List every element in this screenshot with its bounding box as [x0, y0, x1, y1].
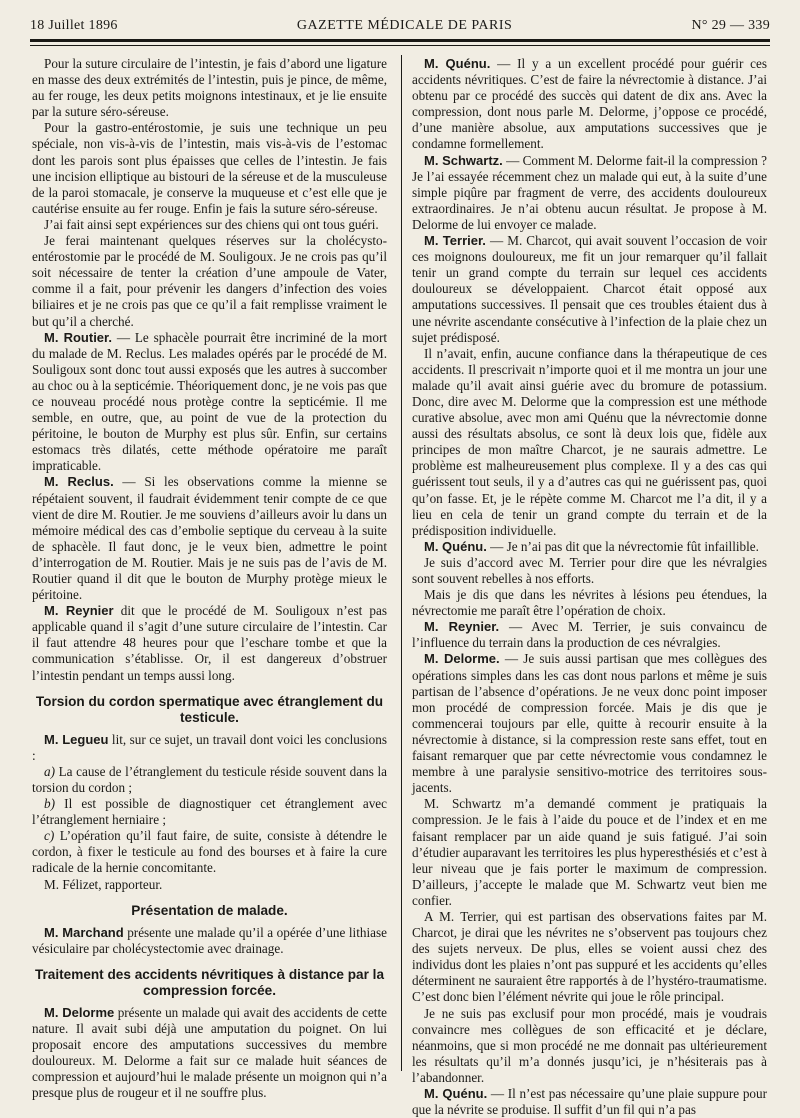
speech-schwartz: [412, 153, 767, 233]
speech-text: — Le sphacèle pourrait être incriminé de la mort du malade de M. Reclus. Les malades opérés par le procédé de M. Souligoux sont donc tout aussi exposés que les autres à succomber au choc ou à la septicémie. Théoriquement donc, je ne vois pas que ce nouveau procédé nous protège contre la septicémie. Il me semble, en outre, que, au point de vue de la protection du péritoine, le bouton de Murphy est plus sûr. Enfin, sur certains estomacs très dilatés, cette méthode opératoire me paraît impraticable.: [32, 329, 387, 474]
speech-text: — Comment M. Delorme fait-il la compression ? Je l’ai essayée récemment chez un malade qui eut, à la suite d’une simple piqûre par fragment de verre, des accidents douloureux extraordinaires. Je n’ai obtenu aucun résultat. Je propose à M. Delorme de lui envoyer ce malade.: [412, 152, 767, 232]
paragraph: Je ne suis pas exclusif pour mon procédé, mais je voudrais convaincre mes collègues de son efficacité et je déclare, néanmoins, que si mon procédé ne me donnait pas ultérieurement les résultats qu’il m’a donnés jusqu’ici, je n’hésiterais pas à l’abandonner.: [412, 1005, 767, 1085]
conclusion-a: [32, 764, 387, 796]
speech-text: — Je n’ai pas dit que la névrectomie fût infaillible.: [486, 538, 759, 554]
speech-text: — Je suis aussi partisan que mes collègues des opérations simples dans les cas dont nous parlons et même je suis partisan de l’absence d’opérations. Je ne veux donc point imposer mon procédé de compression forcée. Mais je dis que je commencerai toujours par elle, quitte à recourir ensuite à la névrectomie à distance, si la compression reste sans effet, tout en faisant remarquer que par cette névrectomie vous condamnez le membre à une paralysie sensitivo-motrice des territoires sous-jacents.: [412, 651, 768, 796]
speaker-name: M. Terrier.: [424, 233, 486, 249]
speech-text: lit, sur ce sujet, un travail dont voici les conclusions :: [32, 731, 388, 763]
issue-page-number: N° 29 — 339: [691, 18, 770, 33]
speech-terrier: [412, 233, 767, 346]
speech-routier: [32, 330, 387, 475]
left-column: [32, 56, 387, 1101]
section-heading: Traitement des accidents névritiques à distance par la compression forcée.: [34, 966, 385, 998]
conclusion-b: [32, 796, 387, 828]
list-text: Il est possible de diagnostiquer cet étranglement avec l’étranglement herniaire ;: [32, 796, 387, 828]
speech-quenu: [412, 539, 767, 555]
speaker-name: M. Schwartz.: [424, 152, 503, 168]
paragraph: M. Schwartz m’a demandé comment je pratiquais la compression. Je le fais à l’aide du pouce et de l’index et en me faisant remplacer par un aide quand je suis fatigué. J’ai soin d’étudier auparavant les territoires les plus hyperesthésiés et c’est à leur niveau que je fais porter le maximum de compression. D’ailleurs, j’accepte le malade que M. Schwartz veut bien me confier.: [412, 796, 767, 908]
speech-quenu: [412, 1086, 767, 1118]
list-text: La cause de l’étranglement du testicule réside souvent dans la torsion du cordon ;: [32, 763, 387, 795]
paragraph: Pour la suture circulaire de l’intestin, je fais d’abord une ligature en masse des deux extrémités de l’intestin, puis je pince, de même, au fer rouge, les deux petits moignons intestinaux, et je lie ensuite par la suture séro-séreuse.: [32, 56, 387, 120]
header-rule-thin: [30, 45, 770, 46]
speaker-name: M. Reynier: [44, 603, 114, 619]
speaker-name: M. Marchand: [44, 924, 124, 940]
speech-text: — Avec M. Terrier, je suis convaincu de l’influence du terrain dans la production de ces névralgies.: [412, 619, 767, 651]
speaker-name: M. Quénu.: [424, 1086, 488, 1101]
section-heading: Présentation de malade.: [131, 902, 288, 918]
issue-date: 18 Juillet 1896: [30, 18, 118, 33]
paragraph: Mais je dis que dans les névrites à lésions peu étendues, la névrectomie me paraît être l’opération de choix.: [412, 587, 767, 619]
journal-title: GAZETTE MÉDICALE DE PARIS: [296, 18, 513, 33]
right-column: [412, 56, 767, 1118]
paragraph: A M. Terrier, qui est partisan des observations faites par M. Charcot, je dirai que les névrites ne s’observent pas toujours chez des sujets nerveux. De plus, elles se voient aussi chez des individus dont les plaies n’ont pas suppuré et les accidents qu’elles déterminent ne sauraient être rapportés à de l’hystéro-traumatisme. C’est donc bien l’élément névrite qui joue le rôle principal.: [412, 908, 767, 1005]
header-rule-thick: [30, 39, 770, 42]
speech-reynier: [32, 603, 387, 683]
list-marker: a): [44, 763, 55, 779]
speech-text: — M. Charcot, qui avait souvent l’occasion de voir ces moignons douloureux, me fit un jour remarquer qu’il fallait tenir un grand compte du terrain sur lequel ces accidents douloureux se développaient. Charcot était opposé aux amputations successives. Il pensait que ces troubles étaient dus à une névrite ascendante consécutive à l’infection de la plaie chez un sujet prédisposé.: [412, 233, 767, 345]
speech-reclus: [32, 474, 387, 603]
list-text: L’opération qu’il faut faire, de suite, consiste à détendre le cordon, à fixer le testicule au fond des bourses et à faire la cure radicale de la hernie concomitante.: [32, 828, 387, 876]
speaker-name: M. Routier.: [44, 329, 112, 345]
paragraph: Pour la gastro-entérostomie, je suis une technique un peu spéciale, non vis-à-vis de l’intestin, mais vis-à-vis de l’estomac dont les parois sont plus épaisses que celles de l’intestin. Je fais une incision elliptique au bistouri de la séreuse et de la musculeuse de la paroi stomacale, je conserve la muqueuse et c’est elle que je cautérise ensuite au fer rouge. Enfin je fais la suture séro-séreuse.: [32, 120, 387, 216]
speech-marchand: [32, 925, 387, 957]
speech-text: présente un malade qui avait des accidents de cette nature. Il avait subi déjà une amputation du poignet. On lui proposait encore des amputations successives du membre douloureux. M. Delorme a fait sur ce malade huit séances de compression et aujourd’hui le malade présente un moignon qui n’a presque plus de rougeur et il ne souffre plus.: [32, 1004, 387, 1101]
speech-text: dit que le procédé de M. Souligoux n’est pas applicable quand il s’agit d’une suture circulaire de l’intestin. Car il faut attendre 48 heures pour que l’eschare tombe et que la communication s’établisse. Or, il est dangereux d’obstruer l’intestin pendant un temps aussi long.: [32, 603, 387, 683]
speaker-name: M. Quénu.: [424, 538, 487, 554]
paragraph: Je ferai maintenant quelques réserves sur la cholécysto-entérostomie par le procédé de M. Souligoux. Je ne crois pas qu’il soit nécessaire de tenter la création d’une ampoule de Vater, comme il a fait, pour prévenir les dangers d’infection des voies biliaires et je ne crois pas que ce qu’il a fait remplisse vraiment le but qu’il a cherché.: [32, 233, 387, 329]
speech-text: présente une malade qu’il a opérée d’une lithiase vésiculaire par cholécystectomie avec drainage.: [32, 924, 387, 956]
speech-text: — Il n’est pas nécessaire qu’une plaie suppure pour que la névrite se produise. Il suffit d’un fil qui n’a pas: [412, 1086, 767, 1118]
speech-text: — Si les observations comme la mienne se répétaient souvent, il faudrait évidemment tenir compte de ce que vient de dire M. Routier. Je me souviens d’ailleurs avoir lu dans un mémoire médical des cas d’embolie septique du cerveau à la suite de sphacèle. Il faut donc, je le veux bien, admettre le point d’interrogation de M. Routier. Mais je ne suis pas de l’avis de M. Routier quand il dit que le bouton de Murphy protège mieux le péritoine.: [32, 474, 387, 603]
speech-legueu: [32, 732, 387, 764]
list-marker: c): [44, 828, 55, 844]
speaker-name: M. Quénu.: [424, 56, 491, 71]
speech-quenu: [412, 56, 767, 153]
speaker-name: M. Delorme: [44, 1004, 115, 1020]
section-heading: Torsion du cordon spermatique avec étranglement du testicule.: [35, 693, 384, 725]
speaker-name: M. Delorme.: [424, 651, 500, 667]
speaker-name: M. Reclus.: [44, 474, 114, 490]
speech-reynier: [412, 619, 767, 651]
speaker-name: M. Legueu: [44, 731, 109, 747]
page-header: [30, 14, 770, 38]
paragraph: Je suis d’accord avec M. Terrier pour dire que les névralgies sont souvent rebelles à nos efforts.: [412, 554, 767, 586]
conclusion-c: [32, 828, 387, 876]
speech-text: — Il y a un excellent procédé pour guérir ces accidents névritiques. C’est de faire la névrectomie à distance. J’ai obtenu par ce procédé des succès qui datent de dix ans. Avec la compression, dont nous parle M. Delorme, j’oppose ce procédé, d’une manière absolue, aux amputations successives que je condamne formellement.: [412, 56, 767, 152]
rapporteur-line: M. Félizet, rapporteur.: [44, 876, 163, 892]
paragraph: J’ai fait ainsi sept expériences sur des chiens qui ont tous guéri.: [44, 216, 379, 232]
speaker-name: M. Reynier.: [424, 619, 500, 635]
speech-delorme: [32, 1005, 387, 1102]
paragraph: Il n’avait, enfin, aucune confiance dans la thérapeutique de ces accidents. Il prescrivait n’importe quoi et il me montra un jour une malade qu’il avait ainsi guérie avec du bromure de potassium. Donc, dire avec M. Delorme que la compression est une méthode curative absolue, avec mon ami Quénu que la névrectomie donne aussi des résultats absolus, ce sont là deux lois que, fidèle aux principes de mon maître Charcot, je ne saurais admettre. Le problème est malheureusement plus complexe. Il y a des cas qui guérissent tout seuls, il y a d’autres cas qui ne guérissent pas, quoi qu’on fasse. Et, je le répète comme M. Charcot me l’a dit, il y a lieu en cela de tenir un grand compte du terrain et de la prédisposition individuelle.: [412, 345, 767, 538]
column-divider: [401, 55, 402, 1071]
speech-delorme: [412, 651, 767, 796]
list-marker: b): [44, 796, 55, 812]
